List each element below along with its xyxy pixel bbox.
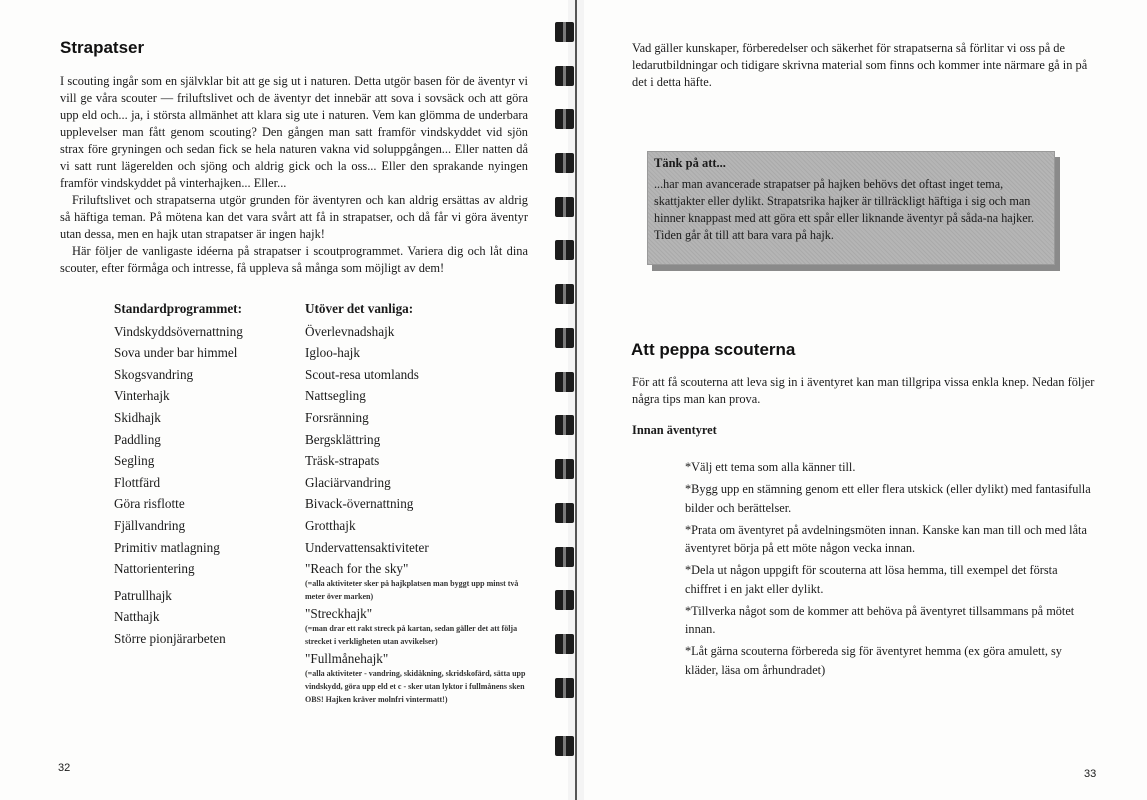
list-item: Bergsklättring — [305, 431, 381, 447]
list-item: Träsk-strapats — [305, 453, 380, 469]
binding-ring — [555, 678, 574, 698]
list-item: Göra risflotte — [114, 496, 185, 512]
left-page — [0, 0, 568, 800]
page-number-left: 32 — [58, 762, 71, 774]
binding-ring — [555, 284, 574, 304]
list-item: Större pionjärarbeten — [114, 630, 226, 646]
tip-item: *Dela ut någon uppgift för scouterna att lösa hemma, till exempel det första chiffret i en jakt eller dylikt. — [685, 563, 1058, 596]
extra-program-heading: Utöver det vanliga: — [305, 301, 414, 316]
list-item: Undervattensaktiviteter — [305, 539, 429, 555]
list-item: Natthajk — [114, 609, 160, 625]
tip-item: *Välj ett tema som alla känner till. — [685, 460, 856, 474]
special-item-title: "Streckhajk" — [305, 606, 373, 622]
extra-program-list — [305, 298, 537, 706]
list-item: Patrullhajk — [114, 587, 172, 603]
binding-ring — [555, 503, 574, 523]
tips-list — [685, 458, 1093, 683]
binding-ring — [555, 547, 574, 567]
binding-ring — [555, 153, 574, 173]
tip-item: *Prata om äventyret på avdelningsmöten innan. Kanske kan man till och med låta äventyret börja på ett möte någon vecka innan. — [685, 522, 1087, 556]
list-item: Nattorientering — [114, 561, 195, 577]
peppa-paragraph: För att få scouterna att leva sig in i äventyret kan man tillgripa vissa enkla knep. Nedan följer några tips man kan prova. — [632, 375, 1095, 406]
section-title-peppa: Att peppa scouterna — [631, 340, 796, 359]
list-item: Nattsegling — [305, 388, 366, 404]
special-item-note: (=alla aktiviteter - vandring, skidåkning, skridskofärd, sätta upp vindskydd, göra upp eld et c - sker utan lyktor i fullmånens sken OBS! Hajken kräver molnfri vintermatt!) — [305, 669, 526, 705]
tip-item: *Låt gärna scouterna förbereda sig för äventyret hemma (ex göra amulett, sy kläder, läsa om århundradet) — [685, 644, 1062, 677]
binding-ring — [555, 240, 574, 260]
list-item: Segling — [114, 453, 155, 469]
subheading-innan: Innan äventyret — [632, 423, 717, 437]
tip-box-text: ...har man avancerade strapatser på hajken behövs det oftast inget tema, skattjakter eller dylikt. Strapatsrika hajker är tillräckligt häftiga i sig och man hinner knappast med att göra ett spår eller liknande äventyr på såda-na hajker. Tiden går åt till att bara vara på hajk. — [654, 177, 1035, 242]
standard-program-list — [114, 298, 243, 650]
binding-ring — [555, 736, 574, 756]
binding-ring — [555, 459, 574, 479]
binding-ring — [555, 634, 574, 654]
list-item: Skidhajk — [114, 409, 161, 425]
binding-ring — [555, 197, 574, 217]
list-item: Scout-resa utomlands — [305, 366, 419, 382]
tip-item: *Bygg upp en stämning genom ett eller flera utskick (eller dylikt) med fantasifulla bilder och berättelser. — [685, 482, 1091, 515]
special-item-note: (=alla aktiviteter sker på hajkplatsen man byggt upp minst två meter över marken) — [305, 579, 519, 602]
list-item: Vindskyddsövernattning — [114, 323, 243, 339]
list-item: Vinterhajk — [114, 388, 170, 404]
tip-item: *Tillverka något som de kommer att behöva på äventyret tillsammans på mötet innan. — [685, 603, 1075, 637]
list-item: Flottfärd — [114, 474, 161, 490]
list-item: Grotthajk — [305, 517, 356, 533]
list-item: Bivack-övernattning — [305, 496, 414, 512]
tip-box-title: Tänk på att... — [654, 156, 726, 170]
right-intro-paragraph: Vad gäller kunskaper, förberedelser och säkerhet för strapatserna så förlitar vi oss på de ledarutbildningar och tidigare skrivna material som finns och kommer inte närmare gå in på det i detta häfte. — [632, 41, 1088, 89]
page-number-right: 33 — [1084, 768, 1097, 780]
list-item: Glaciärvandring — [305, 474, 391, 490]
second-paragraph: Friluftslivet och strapatserna utgör grunden för äventyren och kan aldrig ersättas av aldrig så häftiga teman. På mötena kan det vara svårt att få in strapatser, och då får vi göra äventyr utan dessa, men en hajk utan strapatser är ingen hajk! — [60, 193, 528, 241]
binding-ring — [555, 328, 574, 348]
binding-ring — [555, 590, 574, 610]
list-item: Igloo-hajk — [305, 345, 360, 361]
special-item-note: (=man drar ett rakt streck på kartan, sedan gäller det att följa strecket i verkligheten utan avvikelser) — [305, 624, 518, 647]
binding-ring — [555, 109, 574, 129]
binding-line — [575, 0, 577, 800]
list-item: Paddling — [114, 431, 161, 447]
list-item: Skogsvandring — [114, 366, 194, 382]
list-item: Forsränning — [305, 409, 369, 425]
list-item: Överlevnadshajk — [305, 323, 395, 339]
list-item: Fjällvandring — [114, 517, 186, 533]
binding-ring — [555, 372, 574, 392]
intro-paragraph: I scouting ingår som en självklar bit att ge sig ut i naturen. Detta utgör basen för de äventyr vi vill ge våra scouter — friluftslivet och de äventyr det innebär att sova i sovsäck och att göra upp eld och... ja, i största allmänhet att klara sig ute i naturen. Vem kan glömma de underbara upplevelser man fått genom scouting? Den gången man satt framför vindskyddet vid sjön strax före gryningen och sedan fick se hela naturen vakna vid soluppgången... Eller natten då vi satt runt lägerelden och sjöng och aldrig gick och la oss... Eller den sprakande nyingen framför vindskyddet på vinterhajken... Eller... — [60, 74, 528, 190]
binding-ring — [555, 66, 574, 86]
special-item-title: "Fullmånehajk" — [305, 651, 389, 667]
tip-box — [647, 151, 1055, 265]
binding-ring — [555, 22, 574, 42]
standard-program-heading: Standardprogrammet: — [114, 301, 242, 316]
special-item-title: "Reach for the sky" — [305, 561, 409, 577]
page-title-strapatser: Strapatser — [60, 38, 145, 57]
list-item: Sova under bar himmel — [114, 345, 238, 361]
list-item: Primitiv matlagning — [114, 539, 220, 555]
third-paragraph: Här följer de vanligaste idéerna på strapatser i scoutprogrammet. Variera dig och låt dina scouter, efter förmåga och intresse, få uppleva så många som möjligt av dem! — [60, 244, 528, 275]
binding-ring — [555, 415, 574, 435]
